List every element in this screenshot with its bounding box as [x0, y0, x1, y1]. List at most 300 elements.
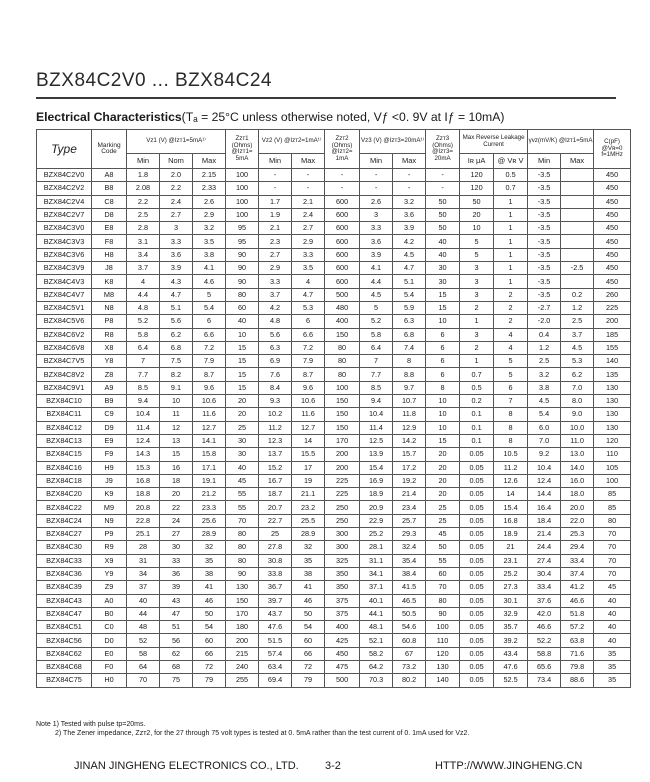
value-cell: 450	[594, 262, 631, 275]
table-row	[37, 607, 631, 620]
value-cell: -	[325, 169, 360, 182]
value-cell: 18.9	[360, 488, 393, 501]
value-cell: 50	[426, 222, 460, 235]
value-cell: 3.5	[292, 262, 325, 275]
value-cell: 100	[594, 474, 631, 487]
value-cell: 47	[160, 607, 193, 620]
value-cell: 80	[226, 288, 259, 301]
value-cell: 7.6	[259, 368, 292, 381]
value-cell: 14.4	[528, 488, 561, 501]
value-cell: 10	[426, 395, 460, 408]
value-cell: B0	[92, 607, 127, 620]
value-cell: 31.1	[360, 554, 393, 567]
value-cell: 71.6	[561, 647, 594, 660]
value-cell: 11.6	[193, 408, 226, 421]
value-cell: 0.05	[460, 567, 494, 580]
value-cell: C9	[92, 408, 127, 421]
value-cell: 63.4	[259, 660, 292, 673]
value-cell: 55	[226, 501, 259, 514]
value-cell: 450	[594, 275, 631, 288]
value-cell: 8.0	[561, 395, 594, 408]
value-cell: 250	[325, 501, 360, 514]
value-cell: -3.5	[528, 275, 561, 288]
value-cell: 46	[193, 594, 226, 607]
value-cell: 5.9	[393, 301, 426, 314]
type-cell: BZX84C3V3	[37, 235, 92, 248]
value-cell: 25.7	[393, 514, 426, 527]
value-cell: C0	[92, 621, 127, 634]
value-cell: 8.4	[259, 381, 292, 394]
value-cell: 100	[426, 621, 460, 634]
value-cell: 80	[325, 355, 360, 368]
notes	[36, 720, 469, 738]
header-vz3-min: Min	[360, 154, 393, 169]
value-cell: 3.2	[528, 368, 561, 381]
table-row	[37, 474, 631, 487]
value-cell: 75	[160, 674, 193, 687]
type-cell: BZX84C47	[37, 607, 92, 620]
table-row	[37, 182, 631, 195]
type-cell: BZX84C3V9	[37, 262, 92, 275]
value-cell: -	[292, 182, 325, 195]
value-cell: 19	[292, 474, 325, 487]
value-cell: 50	[460, 195, 494, 208]
value-cell: 1.2	[528, 341, 561, 354]
value-cell: 10	[426, 408, 460, 421]
table-row	[37, 328, 631, 341]
value-cell: 13.0	[561, 448, 594, 461]
value-cell: 25.1	[127, 528, 160, 541]
value-cell: -3.5	[528, 208, 561, 221]
footer-company: JINAN JINGHENG ELECTRONICS CO., LTD.	[74, 760, 299, 772]
value-cell: 22.0	[561, 514, 594, 527]
table-row	[37, 288, 631, 301]
value-cell: 40	[426, 248, 460, 261]
value-cell: 30.1	[494, 594, 528, 607]
value-cell: 225	[325, 474, 360, 487]
value-cell: 18.8	[127, 488, 160, 501]
value-cell: 5.1	[160, 301, 193, 314]
value-cell: 7.7	[127, 368, 160, 381]
type-cell: BZX84C8V2	[37, 368, 92, 381]
value-cell: 37	[127, 581, 160, 594]
table-row	[37, 301, 631, 314]
value-cell: 15	[426, 434, 460, 447]
header-leakage: Max Reverse Leakage Current	[460, 130, 528, 154]
value-cell: 85	[594, 501, 631, 514]
value-cell: 29.4	[561, 541, 594, 554]
table-row	[37, 235, 631, 248]
value-cell: 10.7	[393, 395, 426, 408]
value-cell: 1.9	[259, 208, 292, 221]
value-cell: 18.9	[494, 528, 528, 541]
value-cell: 2.8	[127, 222, 160, 235]
value-cell: 66	[292, 647, 325, 660]
type-cell: BZX84C24	[37, 514, 92, 527]
type-cell: BZX84C43	[37, 594, 92, 607]
value-cell: 40	[226, 315, 259, 328]
value-cell: 28	[127, 541, 160, 554]
value-cell: 60	[292, 634, 325, 647]
value-cell: 0.05	[460, 647, 494, 660]
value-cell: 35.7	[494, 621, 528, 634]
title-rule	[36, 97, 616, 99]
value-cell: 60	[193, 634, 226, 647]
table-row	[37, 461, 631, 474]
value-cell: 15	[226, 381, 259, 394]
value-cell: 6.2	[561, 368, 594, 381]
table-row	[37, 634, 631, 647]
value-cell: 0.05	[460, 474, 494, 487]
value-cell: 130	[594, 408, 631, 421]
value-cell: 24	[160, 514, 193, 527]
type-cell: BZX84C30	[37, 541, 92, 554]
table-row	[37, 408, 631, 421]
value-cell: 3	[460, 262, 494, 275]
value-cell: 10.6	[292, 395, 325, 408]
value-cell: 9.0	[561, 408, 594, 421]
value-cell: 27.3	[494, 581, 528, 594]
table-row	[37, 567, 631, 580]
value-cell: 110	[594, 448, 631, 461]
value-cell: 7.2	[193, 341, 226, 354]
value-cell: 27.8	[259, 541, 292, 554]
value-cell: 25.2	[360, 528, 393, 541]
value-cell: 79	[193, 674, 226, 687]
value-cell: 5	[193, 288, 226, 301]
type-cell: BZX84C5V1	[37, 301, 92, 314]
value-cell: 51.8	[561, 607, 594, 620]
value-cell: 0.05	[460, 634, 494, 647]
value-cell: 90	[226, 248, 259, 261]
value-cell: 200	[594, 315, 631, 328]
value-cell: 2.0	[160, 169, 193, 182]
table-row	[37, 169, 631, 182]
value-cell: 4.4	[127, 288, 160, 301]
value-cell: 80	[226, 528, 259, 541]
value-cell: 48.1	[360, 621, 393, 634]
value-cell: 6.6	[292, 328, 325, 341]
value-cell: 6	[292, 315, 325, 328]
value-cell: 3.6	[393, 208, 426, 221]
value-cell: 52	[127, 634, 160, 647]
value-cell: 54	[193, 621, 226, 634]
value-cell: 57.2	[561, 621, 594, 634]
table-row	[37, 594, 631, 607]
value-cell: 58	[127, 647, 160, 660]
value-cell: Y8	[92, 355, 127, 368]
type-cell: BZX84C6V8	[37, 341, 92, 354]
value-cell: 18.4	[528, 514, 561, 527]
value-cell: 2.08	[127, 182, 160, 195]
value-cell: 40	[594, 594, 631, 607]
value-cell: -3.5	[528, 262, 561, 275]
value-cell: 350	[325, 581, 360, 594]
value-cell: 23.1	[494, 554, 528, 567]
value-cell	[561, 222, 594, 235]
value-cell: 20	[426, 488, 460, 501]
value-cell: 12.6	[494, 474, 528, 487]
value-cell: -	[426, 169, 460, 182]
value-cell	[561, 195, 594, 208]
value-cell: 140	[594, 355, 631, 368]
value-cell: 46.5	[393, 594, 426, 607]
value-cell: 50	[193, 607, 226, 620]
value-cell: A8	[92, 169, 127, 182]
header-vz1-max: Max	[193, 154, 226, 169]
value-cell: 215	[226, 647, 259, 660]
value-cell: 4.1	[360, 262, 393, 275]
value-cell: 185	[594, 328, 631, 341]
value-cell: 600	[325, 275, 360, 288]
value-cell: 45	[594, 581, 631, 594]
value-cell: 9.7	[393, 381, 426, 394]
value-cell: 12.3	[259, 434, 292, 447]
table-row	[37, 554, 631, 567]
value-cell: 41.2	[561, 581, 594, 594]
value-cell: M8	[92, 288, 127, 301]
value-cell	[561, 235, 594, 248]
value-cell: 5	[460, 235, 494, 248]
value-cell: 33.8	[259, 567, 292, 580]
value-cell: 3.8	[528, 381, 561, 394]
value-cell: 9.2	[528, 448, 561, 461]
value-cell: 29.3	[393, 528, 426, 541]
value-cell: 70.3	[360, 674, 393, 687]
value-cell: 39	[160, 581, 193, 594]
value-cell: F9	[92, 448, 127, 461]
value-cell: 3	[160, 222, 193, 235]
value-cell: 35	[594, 647, 631, 660]
value-cell: 0.5	[494, 169, 528, 182]
value-cell: 2	[494, 288, 528, 301]
value-cell: 6.4	[127, 341, 160, 354]
type-cell: BZX84C36	[37, 567, 92, 580]
value-cell: 600	[325, 262, 360, 275]
value-cell: 450	[594, 182, 631, 195]
value-cell: 375	[325, 607, 360, 620]
value-cell: 13.7	[259, 448, 292, 461]
value-cell: D8	[92, 208, 127, 221]
value-cell: 0.05	[460, 461, 494, 474]
value-cell: 240	[226, 660, 259, 673]
value-cell: 140	[426, 674, 460, 687]
value-cell: 4	[494, 328, 528, 341]
value-cell: 73.2	[393, 660, 426, 673]
value-cell: 100	[226, 195, 259, 208]
value-cell: 25	[226, 421, 259, 434]
value-cell: 32	[292, 541, 325, 554]
value-cell: 105	[594, 461, 631, 474]
value-cell: 14.0	[561, 461, 594, 474]
value-cell: 7	[127, 355, 160, 368]
value-cell: 2.1	[259, 222, 292, 235]
value-cell: 155	[594, 341, 631, 354]
value-cell: 88.6	[561, 674, 594, 687]
type-cell: BZX84C6V2	[37, 328, 92, 341]
value-cell: 12.7	[193, 421, 226, 434]
value-cell: 8.5	[127, 381, 160, 394]
value-cell: 47.6	[494, 660, 528, 673]
value-cell: 20.0	[561, 501, 594, 514]
value-cell: 0.05	[460, 581, 494, 594]
header-vz1: Vz1 (V) @Izт1=5mA¹⁾	[127, 130, 226, 154]
value-cell: 4	[127, 275, 160, 288]
value-cell: 3.9	[393, 222, 426, 235]
value-cell: 30	[226, 434, 259, 447]
value-cell: 40	[594, 634, 631, 647]
value-cell: -3.5	[528, 235, 561, 248]
value-cell: 8.7	[193, 368, 226, 381]
value-cell: 33	[160, 554, 193, 567]
value-cell: 20	[160, 488, 193, 501]
value-cell: 3.7	[561, 328, 594, 341]
value-cell: 5.4	[528, 408, 561, 421]
value-cell: 30	[426, 275, 460, 288]
value-cell: 38	[193, 567, 226, 580]
value-cell: 10	[426, 315, 460, 328]
section-heading	[36, 110, 504, 124]
value-cell: 35	[193, 554, 226, 567]
value-cell: 9.6	[193, 381, 226, 394]
value-cell: 20.7	[259, 501, 292, 514]
value-cell: 3.6	[160, 248, 193, 261]
value-cell: 60.8	[393, 634, 426, 647]
value-cell: 46	[292, 594, 325, 607]
type-cell: BZX84C2V2	[37, 182, 92, 195]
value-cell: 375	[325, 594, 360, 607]
value-cell: 21	[494, 541, 528, 554]
value-cell: 600	[325, 208, 360, 221]
value-cell: -	[360, 169, 393, 182]
value-cell: 70	[426, 581, 460, 594]
value-cell: 37.4	[561, 567, 594, 580]
value-cell: 450	[594, 195, 631, 208]
section-heading-bold: Electrical Characteristics	[36, 110, 182, 124]
value-cell: 36	[160, 567, 193, 580]
table-row	[37, 208, 631, 221]
value-cell: 2.7	[292, 222, 325, 235]
value-cell: 0.05	[460, 541, 494, 554]
value-cell: 65.6	[528, 660, 561, 673]
value-cell: 4.2	[393, 235, 426, 248]
value-cell: 27	[160, 528, 193, 541]
value-cell: 10	[426, 421, 460, 434]
table-row	[37, 434, 631, 447]
type-cell: BZX84C13	[37, 434, 92, 447]
header-vz2: Vz2 (V) @Izт2=1mA¹⁾	[259, 130, 325, 154]
value-cell: 4	[494, 341, 528, 354]
value-cell: 16.0	[561, 474, 594, 487]
value-cell: 22.8	[127, 514, 160, 527]
value-cell: 79	[292, 674, 325, 687]
value-cell: 1	[494, 195, 528, 208]
header-type: Type	[37, 130, 92, 169]
value-cell: 450	[325, 647, 360, 660]
value-cell: 6.9	[259, 355, 292, 368]
value-cell: 3.7	[259, 288, 292, 301]
value-cell: 135	[594, 368, 631, 381]
value-cell	[561, 248, 594, 261]
value-cell: 17	[292, 461, 325, 474]
value-cell: 6.2	[160, 328, 193, 341]
value-cell: 80	[226, 541, 259, 554]
value-cell: D0	[92, 634, 127, 647]
value-cell: 2.7	[259, 248, 292, 261]
value-cell: 80.2	[393, 674, 426, 687]
value-cell: 41	[292, 581, 325, 594]
value-cell: 38.4	[393, 567, 426, 580]
value-cell: 34	[127, 567, 160, 580]
value-cell: 15.4	[494, 501, 528, 514]
value-cell: 1	[494, 235, 528, 248]
value-cell: 2.9	[193, 208, 226, 221]
value-cell: 7.0	[528, 434, 561, 447]
value-cell: 70	[594, 541, 631, 554]
value-cell: J8	[92, 262, 127, 275]
value-cell: 54.6	[393, 621, 426, 634]
value-cell: 11.2	[494, 461, 528, 474]
value-cell: 18.7	[259, 488, 292, 501]
value-cell: 32.9	[494, 607, 528, 620]
value-cell: -3.5	[528, 288, 561, 301]
value-cell: 38	[292, 567, 325, 580]
type-cell: BZX84C56	[37, 634, 92, 647]
value-cell: 325	[325, 554, 360, 567]
value-cell: 70	[594, 567, 631, 580]
value-cell: 2.15	[193, 169, 226, 182]
value-cell: 300	[325, 541, 360, 554]
value-cell: 23.4	[393, 501, 426, 514]
header-tc-min: Min	[528, 154, 561, 169]
value-cell: -	[360, 182, 393, 195]
value-cell: 20	[426, 474, 460, 487]
value-cell: 50	[426, 541, 460, 554]
value-cell: 25	[426, 501, 460, 514]
table-row	[37, 621, 631, 634]
value-cell: 150	[226, 594, 259, 607]
value-cell: 70	[594, 554, 631, 567]
value-cell: 4	[292, 275, 325, 288]
value-cell: N9	[92, 514, 127, 527]
value-cell: P8	[92, 315, 127, 328]
value-cell: -	[325, 182, 360, 195]
value-cell: 500	[325, 288, 360, 301]
value-cell: 20.9	[360, 501, 393, 514]
value-cell: 40.1	[360, 594, 393, 607]
value-cell: 0.05	[460, 674, 494, 687]
value-cell: 6	[193, 315, 226, 328]
header-tempcoef: γvz(mV/K) @Izт1=5mA	[528, 130, 594, 154]
value-cell: 8	[494, 434, 528, 447]
value-cell: 50.5	[393, 607, 426, 620]
type-cell: BZX84C15	[37, 448, 92, 461]
value-cell: -	[393, 169, 426, 182]
value-cell: 0.1	[460, 421, 494, 434]
value-cell: 5.6	[259, 328, 292, 341]
type-cell: BZX84C12	[37, 421, 92, 434]
value-cell: 3.1	[127, 235, 160, 248]
value-cell: 10	[460, 222, 494, 235]
value-cell: X9	[92, 554, 127, 567]
value-cell: 20	[426, 461, 460, 474]
value-cell: 12.4	[127, 434, 160, 447]
value-cell: 25.3	[561, 528, 594, 541]
value-cell: 90	[226, 567, 259, 580]
value-cell: 100	[226, 169, 259, 182]
value-cell: 4.5	[360, 288, 393, 301]
value-cell: 120	[460, 182, 494, 195]
